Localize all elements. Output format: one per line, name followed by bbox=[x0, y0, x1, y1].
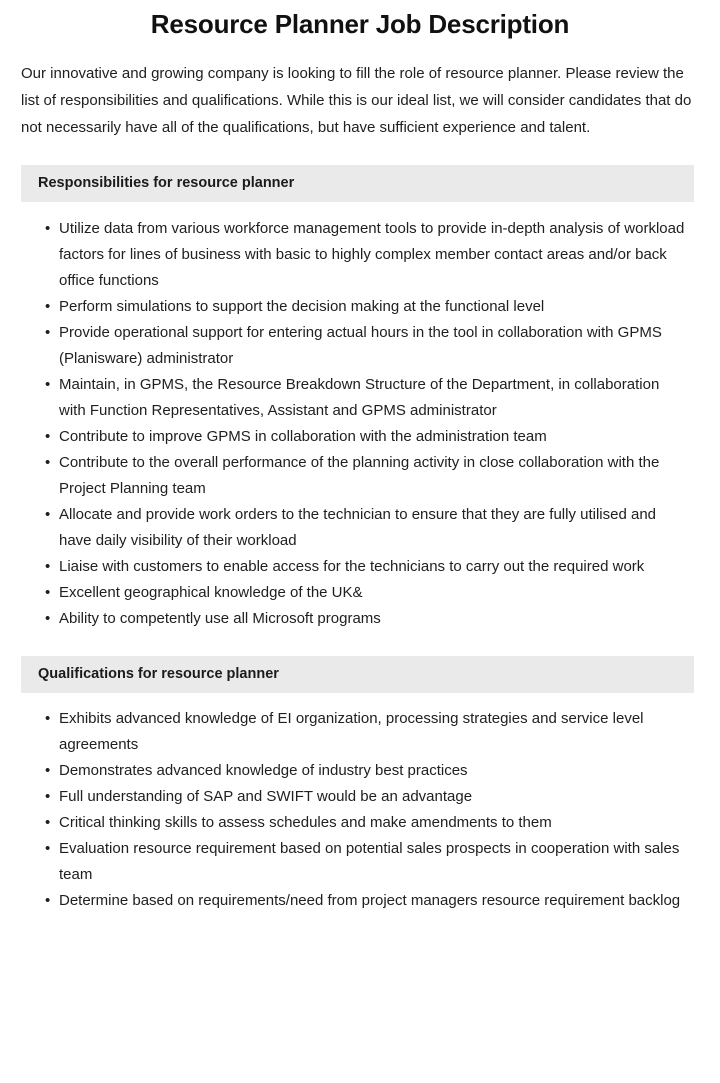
list-item: • Utilize data from various workforce management tools to provide in-depth analysis of workload factors for lines of business with basic to highly complex member contact areas and/or back office functions bbox=[45, 216, 690, 294]
list-item: • Allocate and provide work orders to the technician to ensure that they are fully utilised and have daily visibility of their workload bbox=[45, 502, 690, 554]
responsibilities-section bbox=[0, 165, 720, 632]
list-item: • Demonstrates advanced knowledge of industry best practices bbox=[45, 758, 690, 784]
list-item: • Provide operational support for entering actual hours in the tool in collaboration with GPMS (Planisware) administrator bbox=[45, 320, 690, 372]
qualifications-section-header bbox=[21, 656, 694, 693]
responsibilities-section-header bbox=[21, 165, 694, 202]
intro-paragraph: Our innovative and growing company is looking to fill the role of resource planner. Please review the list of responsibilities and qualifications. While this is our ideal list, we will consider candidates that do not necessarily have all of the qualifications, but have sufficient experience and talent. bbox=[21, 65, 692, 136]
list-item: • Full understanding of SAP and SWIFT would be an advantage bbox=[45, 784, 690, 810]
qualifications-list bbox=[0, 693, 720, 914]
list-item: • Ability to competently use all Microsoft programs bbox=[45, 606, 690, 632]
list-item: • Contribute to improve GPMS in collaboration with the administration team bbox=[45, 424, 690, 450]
list-item: • Determine based on requirements/need from project managers resource requirement backlog bbox=[45, 888, 690, 914]
list-item: • Excellent geographical knowledge of the UK& bbox=[45, 580, 690, 606]
page-title: Resource Planner Job Description bbox=[150, 9, 570, 39]
qualifications-section bbox=[0, 656, 720, 914]
list-item: • Exhibits advanced knowledge of EI organization, processing strategies and service level agreements bbox=[45, 706, 690, 758]
section-heading-label: Qualifications for resource planner bbox=[38, 666, 279, 683]
list-item: • Contribute to the overall performance of the planning activity in close collaboration with the Project Planning team bbox=[45, 450, 690, 502]
list-item: • Critical thinking skills to assess schedules and make amendments to them bbox=[45, 810, 690, 836]
list-item: • Maintain, in GPMS, the Resource Breakdown Structure of the Department, in collaboration with Function Representatives, Assistant and GPMS administrator bbox=[45, 372, 690, 424]
list-item: • Evaluation resource requirement based on potential sales prospects in cooperation with sales team bbox=[45, 836, 690, 888]
section-heading-label: Responsibilities for resource planner bbox=[38, 175, 295, 192]
list-item: • Perform simulations to support the decision making at the functional level bbox=[45, 294, 690, 320]
list-item: • Liaise with customers to enable access for the technicians to carry out the required work bbox=[45, 554, 690, 580]
responsibilities-list bbox=[0, 202, 720, 632]
